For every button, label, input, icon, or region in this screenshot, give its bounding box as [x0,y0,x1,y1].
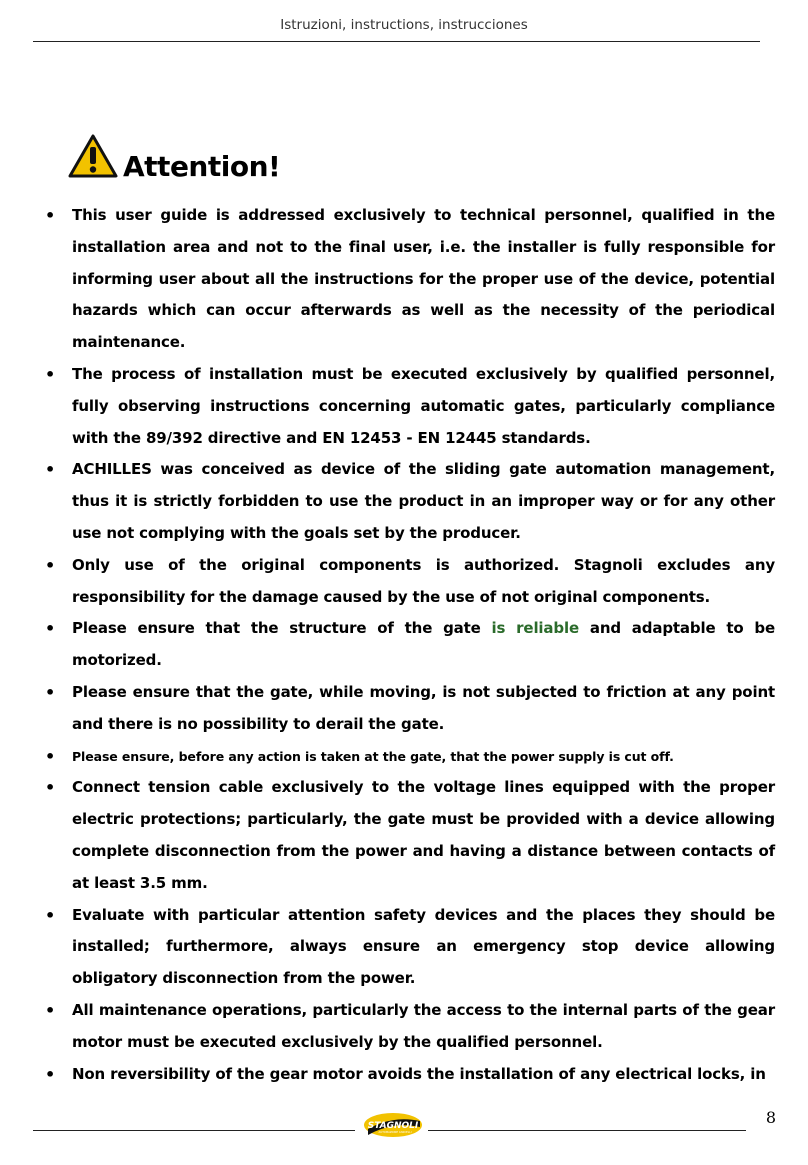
footer-rule-left [33,1130,355,1131]
page-number: 8 [765,1108,776,1127]
list-item: • ACHILLES was conceived as device of the sliding gate automation management, thus it is strictly forbidden to use the product in an improper way or for any other use not complying with the goals set by the producer. [41,454,775,549]
header-rule [33,41,760,42]
list-item-text: Please ensure that the structure of the gate [72,619,492,638]
stagnoli-logo [362,1111,424,1141]
list-item: • This user guide is addressed exclusively to technical personnel, qualified in the installation area and not to the final user, i.e. the installer is fully responsible for informing user about all the instructions for the proper use of the device, potential hazards which can occur afterwards as well as the necessity of the periodical maintenance. [41,200,775,359]
list-item: • Evaluate with particular attention safety devices and the places they should be installed; furthermore, always ensure an emergency stop device allowing obligatory disconnection from the power. [41,900,775,995]
list-item: • Connect tension cable exclusively to the voltage lines equipped with the proper electric protections; particularly, the gate must be provided with a device allowing complete disconnection from the power and having a distance between contacts of at least 3.5 mm. [41,772,775,899]
footer-rule-right [428,1130,746,1131]
warning-triangle-icon [67,133,119,179]
page-title: Attention! [123,150,281,183]
logo-text: STAGNOLI [367,1121,419,1131]
list-item: • The process of installation must be executed exclusively by qualified personnel, fully observing instructions concerning automatic gates, particularly compliance with the 89/392 directive and EN 12453 - EN 12445 standards. [41,359,775,454]
highlighted-text: is reliable [491,619,579,638]
instruction-list [41,200,775,1090]
list-item [41,613,775,677]
list-item: • Only use of the original components is authorized. Stagnoli excludes any responsibility for the damage caused by the use of not original components. [41,550,775,614]
logo-subtext: AUTOMAZIONE CANCELLI [378,1131,412,1134]
list-item-text: and adaptable to be motorized. [72,619,775,670]
list-item: • Please ensure that the gate, while moving, is not subjected to friction at any point and there is no possibility to derail the gate. [41,677,775,741]
list-item: • Non reversibility of the gear motor avoids the installation of any electrical locks, in [41,1059,775,1091]
list-item: • All maintenance operations, particularly the access to the internal parts of the gear motor must be executed exclusively by the qualified personnel. [41,995,775,1059]
list-item: • Please ensure, before any action is taken at the gate, that the power supply is cut off. [41,741,775,773]
page-header: Istruzioni, instructions, instrucciones [280,17,528,33]
